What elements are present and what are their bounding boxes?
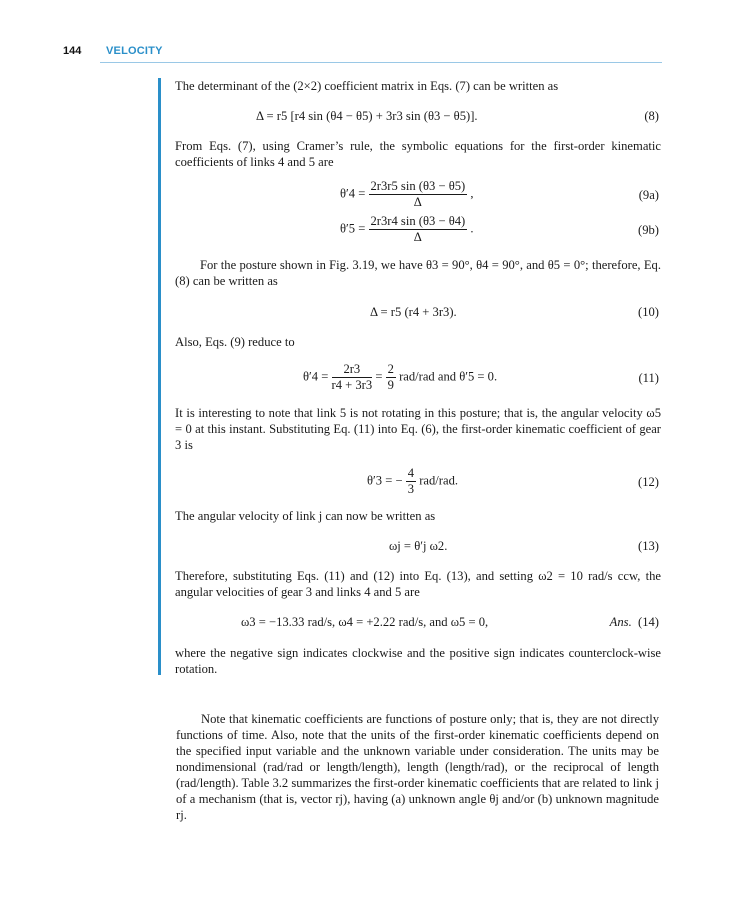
equation-13-number: (13) (638, 539, 659, 553)
equation-9a (340, 179, 474, 210)
equation-14: ω3 = −13.33 rad/s, ω4 = +2.22 rad/s, and ω5 = 0, (241, 615, 489, 629)
equation-9b (340, 214, 474, 245)
equation-8-number: (8) (644, 109, 659, 123)
equation-9a-number: (9a) (638, 188, 659, 202)
equation-9b-tail: . (470, 221, 474, 236)
running-header: VELOCITY (106, 45, 163, 57)
equation-11-denominator-2: 9 (387, 378, 394, 392)
paragraph-substituting: Therefore, substituting Eqs. (11) and (12) into Eq. (13), and setting ω2 = 10 rad/s ccw, the angular velocities of gear 3 and links 4 and 5 are (175, 569, 661, 599)
equation-11-equals: = (375, 369, 383, 384)
equation-9b-denominator: Δ (413, 230, 422, 244)
equation-11-numerator-2: 2 (387, 362, 394, 376)
answer-label: Ans. (609, 615, 632, 629)
paragraph-kinematic-coefficients: Note that kinematic coefficients are functions of posture only; that is, they are not directly functions of time. Also, note that the units of the first-order kinematic coefficients depend on the specified input variable and the unknown variable under consideration. The units may be nondimensional (rad/rad or length/length), length (length/rad), or the reciprocal of length (rad/length). Table 3.2 summarizes the first-order kinematic coefficients that are related to link j of a mechanism (that is, vector rj), having (a) unknown angle θj and/or (b) unknown magnitude rj. (176, 712, 659, 822)
paragraph-posture: For the posture shown in Fig. 3.19, we have θ3 = 90°, θ4 = 90°, and θ5 = 0°; therefore, Eq. (8) can be written as (175, 258, 661, 288)
equation-12 (367, 466, 458, 497)
equation-9a-denominator: Δ (413, 195, 422, 209)
equation-9a-tail: , (470, 186, 474, 201)
equation-12-fraction (406, 466, 416, 497)
equation-11-number: (11) (638, 371, 659, 385)
paragraph-reduce: Also, Eqs. (9) reduce to (175, 335, 295, 349)
equation-8: Δ = r5 [r4 sin (θ4 − θ5) + 3r3 sin (θ3 − θ5)]. (256, 109, 478, 123)
equation-10-number: (10) (638, 305, 659, 319)
equation-9b-fraction (369, 214, 468, 245)
equation-14-number: (14) (638, 615, 659, 629)
header-rule (100, 62, 662, 63)
equation-13: ωj = θ′j ω2. (389, 539, 448, 553)
equation-9a-fraction (369, 179, 468, 210)
page-number: 144 (63, 45, 82, 57)
equation-9a-numerator: 2r3r5 sin (θ3 − θ5) (370, 179, 466, 193)
example-sidebar-bar (158, 78, 161, 675)
equation-12-numerator: 4 (407, 466, 415, 480)
equation-11-numerator-1: 2r3 (332, 362, 373, 378)
paragraph-cramer: From Eqs. (7), using Cramer’s rule, the symbolic equations for the first-order kinematic coefficients of links 4 and 5 are (175, 139, 661, 169)
equation-11-tail: rad/rad and θ′5 = 0. (399, 369, 498, 384)
paragraph-sign: where the negative sign indicates clockwise and the positive sign indicates counterclock-wise rotation. (175, 646, 661, 676)
equation-10: Δ = r5 (r4 + 3r3). (370, 305, 457, 319)
equation-12-tail: rad/rad. (419, 473, 459, 488)
equation-11-fraction-2 (386, 362, 396, 393)
equation-9a-lhs: θ′4 = (340, 186, 366, 201)
equation-11-lhs: θ′4 = (303, 369, 329, 384)
equation-9b-number: (9b) (638, 223, 659, 237)
equation-9b-numerator: 2r3r4 sin (θ3 − θ4) (370, 214, 466, 228)
equation-12-lhs: θ′3 = − (367, 473, 403, 488)
paragraph-determinant: The determinant of the (2×2) coefficient matrix in Eqs. (7) can be written as (175, 79, 559, 93)
paragraph-link5: It is interesting to note that link 5 is not rotating in this posture; that is, the angular velocity ω5 = 0 at this instant. Substituting Eq. (11) into Eq. (6), the first-order kinematic coefficient of gear 3 is (175, 406, 661, 452)
equation-11-fraction-1 (332, 362, 373, 393)
equation-14-label (610, 615, 659, 630)
equation-11-denominator-1: r4 + 3r3 (331, 378, 373, 392)
paragraph-angular-velocity: The angular velocity of link j can now be written as (175, 509, 436, 523)
equation-12-number: (12) (638, 475, 659, 489)
equation-9b-lhs: θ′5 = (340, 221, 366, 236)
equation-12-denominator: 3 (407, 482, 415, 496)
equation-11 (303, 362, 497, 393)
